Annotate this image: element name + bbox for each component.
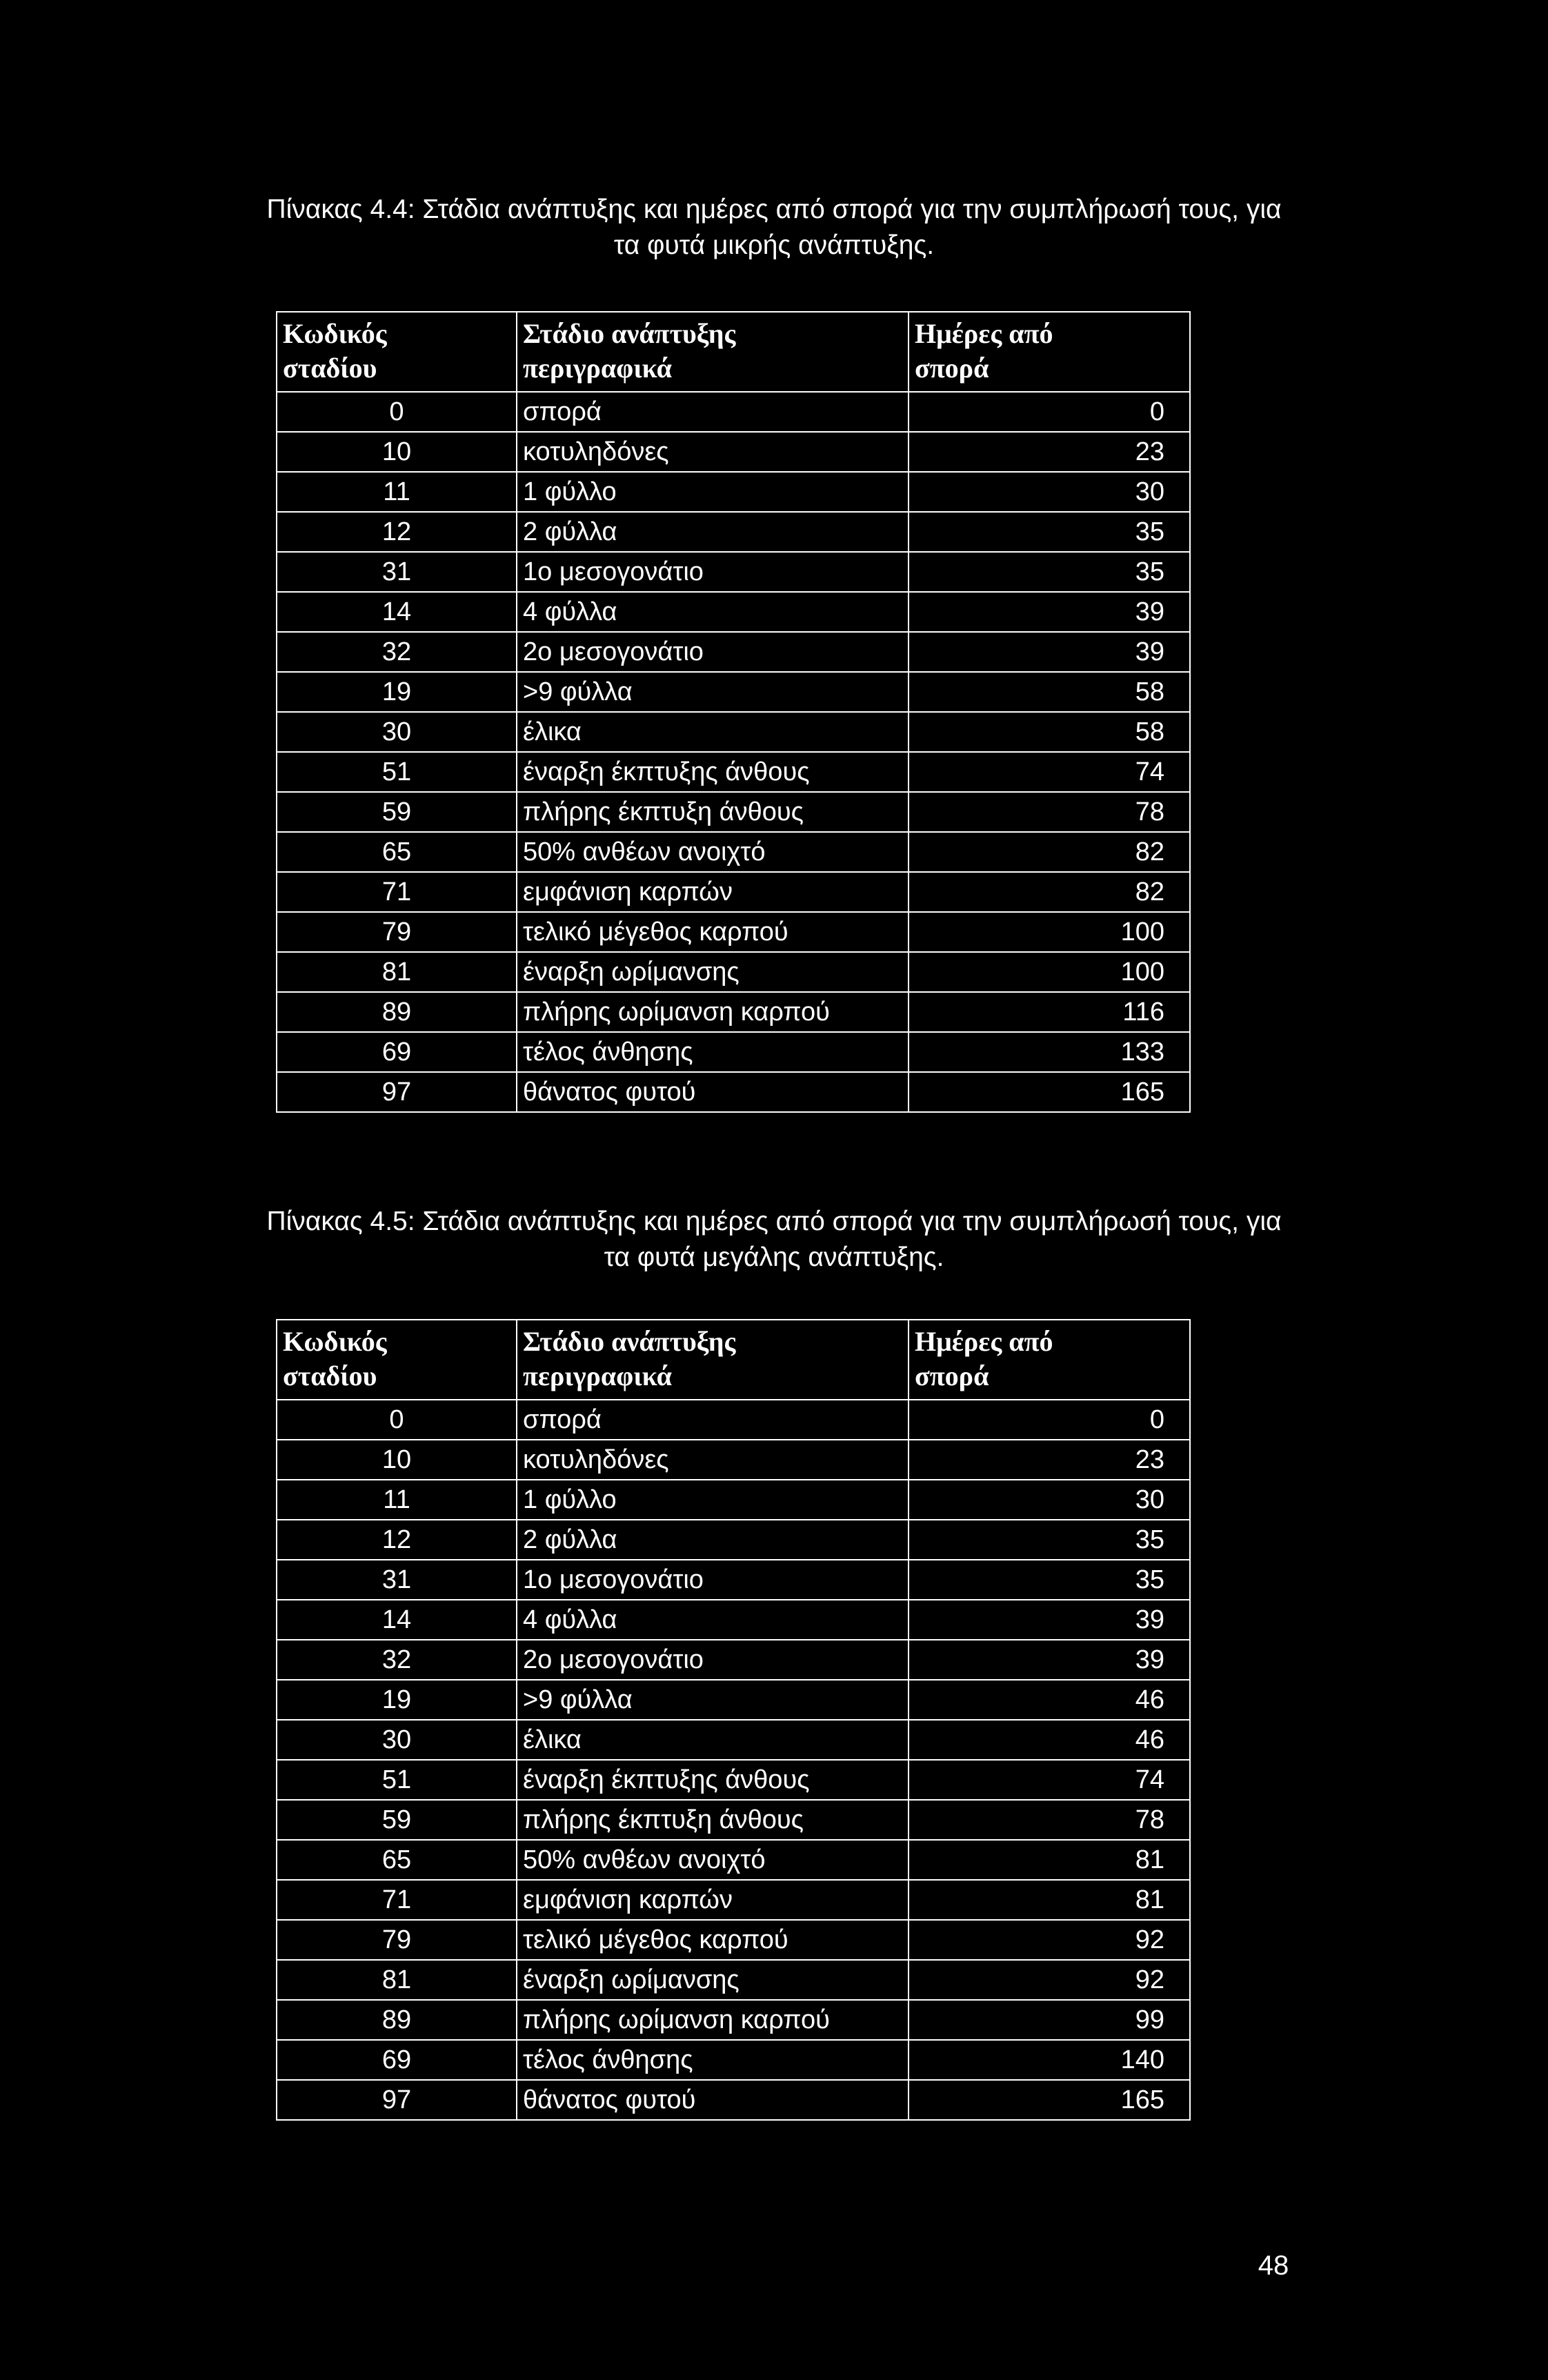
table-row xyxy=(277,392,1190,432)
stage-description-cell: 1 φύλλο xyxy=(517,1480,909,1520)
stage-description-cell: έναρξη ωρίμανσης xyxy=(517,952,909,992)
table-row xyxy=(277,1600,1190,1640)
stage-code-cell: 89 xyxy=(277,992,517,1032)
stage-description-cell: τελικό μέγεθος καρπού xyxy=(517,912,909,952)
table-row xyxy=(277,552,1190,592)
page-number: 48 xyxy=(1258,2250,1289,2281)
stage-code-cell: 97 xyxy=(277,1072,517,1112)
stage-description-cell: πλήρης ωρίμανση καρπού xyxy=(517,992,909,1032)
caption-line: τα φυτά μεγάλης ανάπτυξης. xyxy=(604,1242,944,1272)
stage-description-cell: 2 φύλλα xyxy=(517,512,909,552)
header-days-from-sowing xyxy=(909,1320,1190,1400)
stage-code-cell: 0 xyxy=(277,1400,517,1440)
caption-line: Πίνακας 4.4: Στάδια ανάπτυξης και ημέρες από σπορά για την συμπλήρωσή τους, για xyxy=(266,195,1282,224)
header-text: Ημέρες από xyxy=(915,1326,1053,1357)
stage-code-cell: 69 xyxy=(277,1032,517,1072)
days-cell: 116 xyxy=(909,992,1190,1032)
table-row xyxy=(277,1840,1190,1880)
days-cell: 74 xyxy=(909,752,1190,792)
days-cell: 82 xyxy=(909,832,1190,872)
stage-code-cell: 89 xyxy=(277,2000,517,2040)
stage-description-cell: τέλος άνθησης xyxy=(517,1032,909,1072)
stage-description-cell: σπορά xyxy=(517,1400,909,1440)
stage-description-cell: τελικό μέγεθος καρπού xyxy=(517,1920,909,1960)
stage-code-cell: 51 xyxy=(277,1760,517,1800)
growth-stages-table-large xyxy=(276,1319,1191,2121)
stage-code-cell: 31 xyxy=(277,552,517,592)
header-stage-code xyxy=(277,312,517,392)
stage-description-cell: έλικα xyxy=(517,1720,909,1760)
header-text: σπορά xyxy=(915,1360,989,1391)
table-row xyxy=(277,1880,1190,1920)
table-row xyxy=(277,1760,1190,1800)
stage-description-cell: 50% ανθέων ανοιχτό xyxy=(517,1840,909,1880)
days-cell: 140 xyxy=(909,2040,1190,2080)
stage-description-cell: θάνατος φυτού xyxy=(517,2080,909,2120)
table-caption-4-5 xyxy=(0,1204,1548,1276)
stage-code-cell: 65 xyxy=(277,1840,517,1880)
stage-description-cell: σπορά xyxy=(517,392,909,432)
stage-code-cell: 10 xyxy=(277,432,517,472)
table-row xyxy=(277,912,1190,952)
days-cell: 78 xyxy=(909,1800,1190,1840)
days-cell: 92 xyxy=(909,1920,1190,1960)
days-cell: 133 xyxy=(909,1032,1190,1072)
days-cell: 30 xyxy=(909,472,1190,512)
stage-code-cell: 97 xyxy=(277,2080,517,2120)
stage-code-cell: 79 xyxy=(277,1920,517,1960)
table-row xyxy=(277,1400,1190,1440)
stage-code-cell: 14 xyxy=(277,1600,517,1640)
days-cell: 99 xyxy=(909,2000,1190,2040)
days-cell: 35 xyxy=(909,512,1190,552)
stage-description-cell: 4 φύλλα xyxy=(517,1600,909,1640)
stage-description-cell: εμφάνιση καρπών xyxy=(517,872,909,912)
table-row xyxy=(277,952,1190,992)
table-row xyxy=(277,1520,1190,1560)
table-row xyxy=(277,2080,1190,2120)
stage-description-cell: >9 φύλλα xyxy=(517,672,909,712)
stage-description-cell: θάνατος φυτού xyxy=(517,1072,909,1112)
table-row xyxy=(277,1560,1190,1600)
table-body xyxy=(277,392,1190,1112)
stage-description-cell: έναρξη ωρίμανσης xyxy=(517,1960,909,2000)
table-row xyxy=(277,472,1190,512)
header-text: Ημέρες από xyxy=(915,318,1053,349)
stage-description-cell: 2 φύλλα xyxy=(517,1520,909,1560)
table-row xyxy=(277,512,1190,552)
table-row xyxy=(277,1720,1190,1760)
table-header-row xyxy=(277,1320,1190,1400)
days-cell: 0 xyxy=(909,1400,1190,1440)
table-row xyxy=(277,2000,1190,2040)
table-row xyxy=(277,1960,1190,2000)
table-row xyxy=(277,1680,1190,1720)
table-row xyxy=(277,672,1190,712)
days-cell: 39 xyxy=(909,1640,1190,1680)
table-row xyxy=(277,992,1190,1032)
stage-code-cell: 30 xyxy=(277,1720,517,1760)
stage-code-cell: 59 xyxy=(277,1800,517,1840)
stage-description-cell: εμφάνιση καρπών xyxy=(517,1880,909,1920)
header-text: Στάδιο ανάπτυξης xyxy=(523,1326,736,1357)
table-body xyxy=(277,1400,1190,2120)
stage-code-cell: 79 xyxy=(277,912,517,952)
table-row xyxy=(277,712,1190,752)
table-row xyxy=(277,632,1190,672)
table-row xyxy=(277,1640,1190,1680)
days-cell: 100 xyxy=(909,912,1190,952)
days-cell: 30 xyxy=(909,1480,1190,1520)
header-text: σπορά xyxy=(915,353,989,384)
days-cell: 0 xyxy=(909,392,1190,432)
stage-description-cell: έλικα xyxy=(517,712,909,752)
header-text: σταδίου xyxy=(283,353,377,384)
days-cell: 82 xyxy=(909,872,1190,912)
table-row xyxy=(277,2040,1190,2080)
stage-code-cell: 11 xyxy=(277,472,517,512)
table-header-row xyxy=(277,312,1190,392)
stage-code-cell: 32 xyxy=(277,1640,517,1680)
days-cell: 23 xyxy=(909,432,1190,472)
header-text: Στάδιο ανάπτυξης xyxy=(523,318,736,349)
stage-code-cell: 32 xyxy=(277,632,517,672)
stage-code-cell: 19 xyxy=(277,1680,517,1720)
header-days-from-sowing xyxy=(909,312,1190,392)
stage-code-cell: 71 xyxy=(277,1880,517,1920)
days-cell: 58 xyxy=(909,712,1190,752)
stage-description-cell: 4 φύλλα xyxy=(517,592,909,632)
table-row xyxy=(277,832,1190,872)
stage-code-cell: 11 xyxy=(277,1480,517,1520)
stage-code-cell: 12 xyxy=(277,512,517,552)
days-cell: 39 xyxy=(909,632,1190,672)
stage-description-cell: κοτυληδόνες xyxy=(517,432,909,472)
table-row xyxy=(277,1440,1190,1480)
header-text: περιγραφικά xyxy=(523,1360,672,1391)
header-stage-description xyxy=(517,1320,909,1400)
days-cell: 39 xyxy=(909,1600,1190,1640)
stage-description-cell: 1ο μεσογονάτιο xyxy=(517,552,909,592)
header-stage-code xyxy=(277,1320,517,1400)
stage-code-cell: 31 xyxy=(277,1560,517,1600)
table-row xyxy=(277,1480,1190,1520)
header-text: περιγραφικά xyxy=(523,353,672,384)
days-cell: 74 xyxy=(909,1760,1190,1800)
stage-description-cell: τέλος άνθησης xyxy=(517,2040,909,2080)
stage-description-cell: >9 φύλλα xyxy=(517,1680,909,1720)
table-row xyxy=(277,752,1190,792)
header-text: Κωδικός xyxy=(283,1326,387,1357)
days-cell: 81 xyxy=(909,1880,1190,1920)
table-row xyxy=(277,592,1190,632)
caption-line: Πίνακας 4.5: Στάδια ανάπτυξης και ημέρες από σπορά για την συμπλήρωσή τους, για xyxy=(266,1207,1282,1236)
days-cell: 46 xyxy=(909,1680,1190,1720)
stage-code-cell: 81 xyxy=(277,952,517,992)
stage-description-cell: 2ο μεσογονάτιο xyxy=(517,632,909,672)
days-cell: 92 xyxy=(909,1960,1190,2000)
table-caption-4-4 xyxy=(0,192,1548,264)
table-row xyxy=(277,1072,1190,1112)
stage-description-cell: πλήρης έκπτυξη άνθους xyxy=(517,792,909,832)
days-cell: 35 xyxy=(909,1560,1190,1600)
days-cell: 58 xyxy=(909,672,1190,712)
caption-line: τα φυτά μικρής ανάπτυξης. xyxy=(613,230,935,260)
stage-description-cell: 2ο μεσογονάτιο xyxy=(517,1640,909,1680)
days-cell: 46 xyxy=(909,1720,1190,1760)
days-cell: 165 xyxy=(909,2080,1190,2120)
stage-description-cell: έναρξη έκπτυξης άνθους xyxy=(517,1760,909,1800)
table-row xyxy=(277,1920,1190,1960)
stage-code-cell: 51 xyxy=(277,752,517,792)
growth-stages-table-small xyxy=(276,311,1191,1113)
stage-code-cell: 65 xyxy=(277,832,517,872)
days-cell: 100 xyxy=(909,952,1190,992)
stage-code-cell: 14 xyxy=(277,592,517,632)
stage-description-cell: έναρξη έκπτυξης άνθους xyxy=(517,752,909,792)
header-stage-description xyxy=(517,312,909,392)
stage-description-cell: 1ο μεσογονάτιο xyxy=(517,1560,909,1600)
table-row xyxy=(277,872,1190,912)
table-row xyxy=(277,792,1190,832)
stage-code-cell: 0 xyxy=(277,392,517,432)
days-cell: 23 xyxy=(909,1440,1190,1480)
stage-description-cell: 1 φύλλο xyxy=(517,472,909,512)
days-cell: 35 xyxy=(909,1520,1190,1560)
table-row xyxy=(277,1032,1190,1072)
stage-code-cell: 69 xyxy=(277,2040,517,2080)
stage-description-cell: πλήρης ωρίμανση καρπού xyxy=(517,2000,909,2040)
days-cell: 78 xyxy=(909,792,1190,832)
days-cell: 165 xyxy=(909,1072,1190,1112)
stage-code-cell: 71 xyxy=(277,872,517,912)
table-row xyxy=(277,1800,1190,1840)
stage-code-cell: 12 xyxy=(277,1520,517,1560)
table-row xyxy=(277,432,1190,472)
stage-description-cell: κοτυληδόνες xyxy=(517,1440,909,1480)
days-cell: 35 xyxy=(909,552,1190,592)
days-cell: 39 xyxy=(909,592,1190,632)
header-text: Κωδικός xyxy=(283,318,387,349)
stage-code-cell: 10 xyxy=(277,1440,517,1480)
stage-code-cell: 59 xyxy=(277,792,517,832)
stage-code-cell: 30 xyxy=(277,712,517,752)
stage-description-cell: πλήρης έκπτυξη άνθους xyxy=(517,1800,909,1840)
stage-description-cell: 50% ανθέων ανοιχτό xyxy=(517,832,909,872)
header-text: σταδίου xyxy=(283,1360,377,1391)
days-cell: 81 xyxy=(909,1840,1190,1880)
stage-code-cell: 19 xyxy=(277,672,517,712)
stage-code-cell: 81 xyxy=(277,1960,517,2000)
